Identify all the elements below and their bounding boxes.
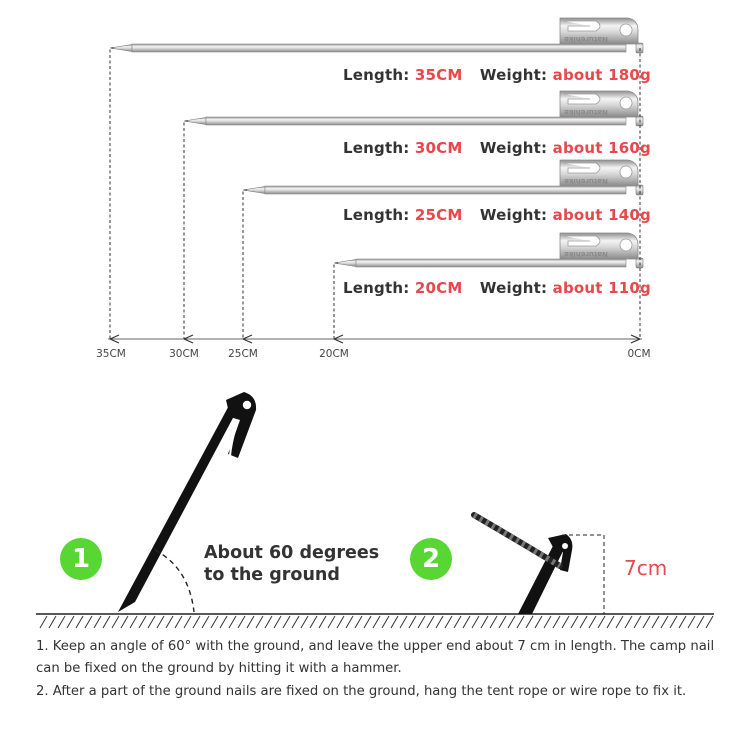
angle-caption-line2: to the ground <box>204 565 340 585</box>
weight-value: about 110g <box>552 279 651 297</box>
length-value: 20CM <box>414 279 463 297</box>
length-label: Length: <box>343 206 410 224</box>
weight-label: Weight: <box>479 279 548 297</box>
angle-arc <box>155 550 194 612</box>
rope-icon <box>474 515 560 566</box>
scale-tick-30: 30CM <box>169 348 199 360</box>
length-value: 30CM <box>414 139 463 157</box>
weight-value: about 180g <box>552 66 651 84</box>
height-measure-label: 7cm <box>624 556 668 580</box>
ground-hatching <box>40 616 713 628</box>
instruction-1: 1. Keep an angle of 60° with the ground, and leave the upper end about 7 cm in length. The camp nail can be fixed on the ground by hitting it with a hammer. <box>36 639 715 676</box>
instruction-2: 2. After a part of the ground nails are fixed on the ground, hang the tent rope or wire rope to fix it. <box>36 684 687 699</box>
brand-engraving: Naturehike <box>564 108 608 116</box>
scale-tick-35: 35CM <box>96 348 126 360</box>
length-label: Length: <box>343 139 410 157</box>
scale-tick-20: 20CM <box>319 348 349 360</box>
scale-tick-0: 0CM <box>627 348 651 360</box>
length-label: Length: <box>343 66 410 84</box>
weight-value: about 160g <box>552 139 651 157</box>
step-1-badge: 1 <box>60 538 102 580</box>
step-2-badge: 2 <box>410 538 452 580</box>
brand-engraving: Naturehike <box>564 177 608 185</box>
weight-label: Weight: <box>479 206 548 224</box>
brand-engraving: Naturehike <box>564 250 608 258</box>
angle-caption <box>204 542 379 586</box>
length-value: 35CM <box>414 66 463 84</box>
brand-engraving: Naturehike <box>564 35 608 43</box>
length-label: Length: <box>343 279 410 297</box>
weight-label: Weight: <box>479 66 548 84</box>
scale-tick-25: 25CM <box>228 348 258 360</box>
weight-value: about 140g <box>552 206 651 224</box>
angle-caption-line1: About 60 degrees <box>204 543 380 563</box>
weight-label: Weight: <box>479 139 548 157</box>
length-value: 25CM <box>414 206 463 224</box>
